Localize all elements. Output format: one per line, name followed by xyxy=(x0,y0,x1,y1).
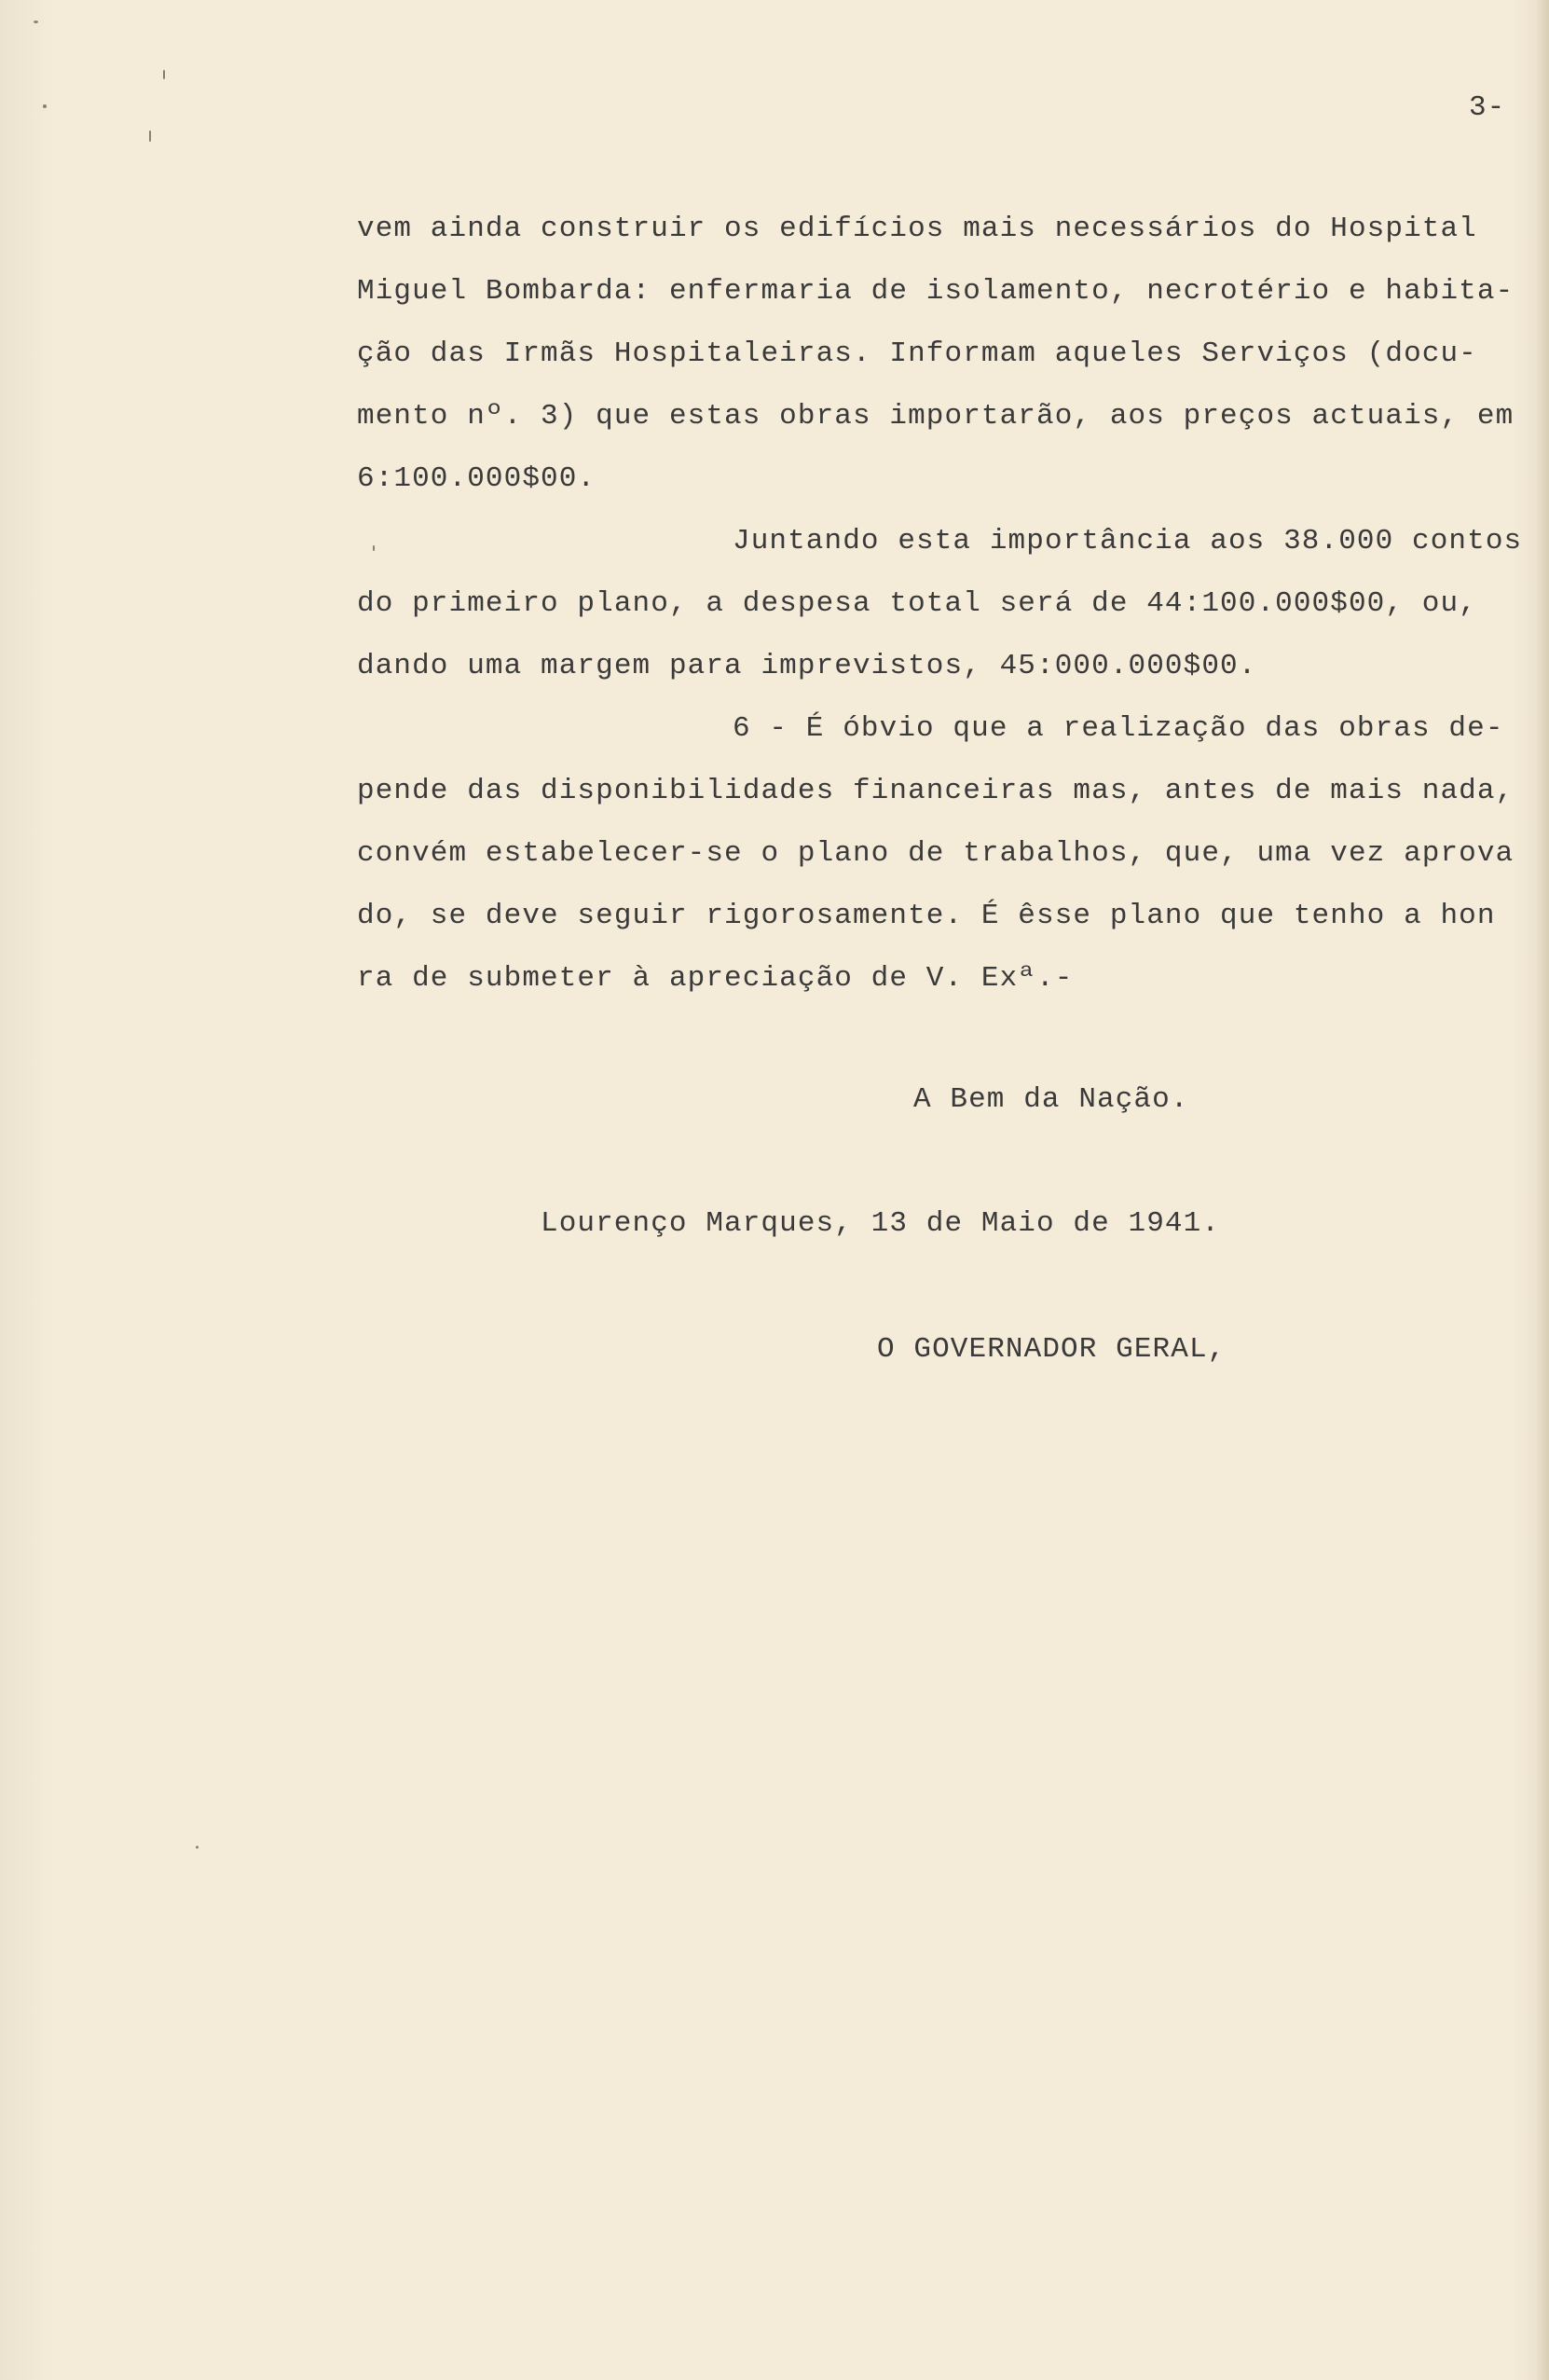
body-line: 6:100.000$00. xyxy=(357,462,596,495)
paper-speck xyxy=(163,70,165,79)
body-line: convém estabelecer-se o plano de trabalhos, que, uma vez aprova xyxy=(357,837,1515,870)
paper-speck xyxy=(43,104,47,108)
paper-speck xyxy=(34,21,38,23)
page-number: 3- xyxy=(1469,91,1506,124)
body-line: Juntando esta importância aos 38.000 contos xyxy=(733,525,1523,557)
salutation: A Bem da Nação. xyxy=(913,1083,1189,1116)
body-line: Miguel Bombarda: enfermaria de isolamento, necrotério e habita- xyxy=(357,275,1515,308)
body-line: pende das disponibilidades financeiras mas, antes de mais nada, xyxy=(357,775,1515,807)
body-line: do primeiro plano, a despesa total será de 44:100.000$00, ou, xyxy=(357,587,1477,620)
body-line: ra de submeter à apreciação de V. Exª.- xyxy=(357,962,1074,995)
body-line: 6 - É óbvio que a realização das obras de- xyxy=(733,712,1504,745)
body-line: ção das Irmãs Hospitaleiras. Informam aqueles Serviços (docu- xyxy=(357,337,1477,370)
signatory: O GOVERNADOR GERAL, xyxy=(877,1333,1227,1366)
page-edge-shadow xyxy=(1536,0,1549,2380)
paper-speck xyxy=(196,1846,199,1849)
body-line: do, se deve seguir rigorosamente. É êsse plano que tenho a hon xyxy=(357,900,1496,932)
body-line: mento nº. 3) que estas obras importarão, aos preços actuais, em xyxy=(357,400,1515,433)
body-line: dando uma margem para imprevistos, 45:000.000$00. xyxy=(357,650,1257,682)
paper-speck xyxy=(149,131,151,142)
paper-speck xyxy=(373,545,375,551)
body-line: vem ainda construir os edifícios mais necessários do Hospital xyxy=(357,213,1477,245)
place-date: Lourenço Marques, 13 de Maio de 1941. xyxy=(541,1207,1221,1240)
